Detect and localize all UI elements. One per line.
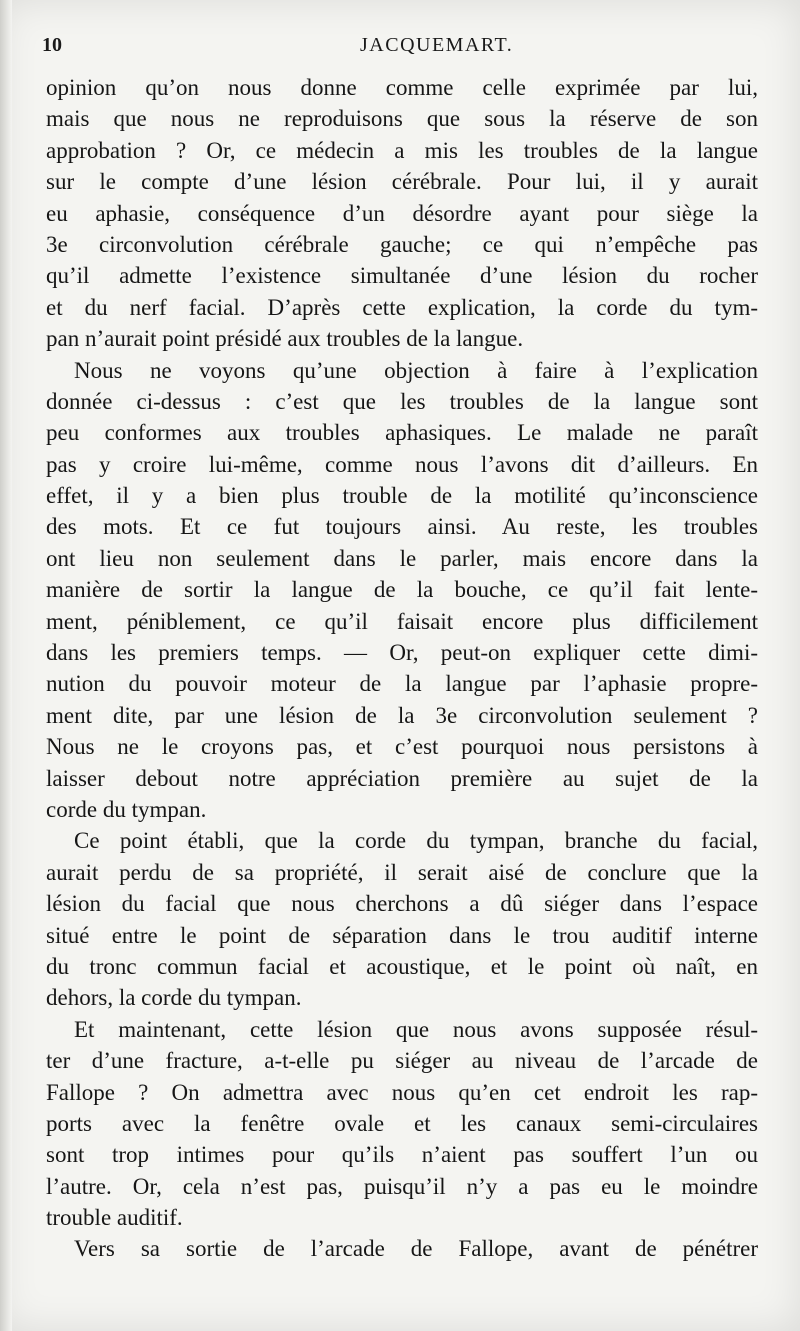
text-line: pas y croire lui-même, comme nous l’avons dit d’ailleurs. En: [46, 451, 758, 477]
text-line: corde du tympan.: [46, 796, 207, 822]
text-line: donnée ci-dessus : c’est que les troubles de la langue sont: [46, 388, 758, 414]
body-text: [46, 72, 758, 1265]
text-line: Ce point établi, que la corde du tympan, branche du facial,: [74, 828, 758, 854]
text-line: dans les premiers temps. — Or, peut-on expliquer cette dimi-: [46, 640, 758, 666]
text-line: situé entre le point de séparation dans le trou auditif interne: [46, 922, 758, 948]
text-line: dehors, la corde du tympan.: [46, 985, 302, 1011]
text-line: manière de sortir la langue de la bouche, ce qu’il fait lente-: [46, 577, 758, 603]
text-line: Et maintenant, cette lésion que nous avons supposée résul-: [74, 1016, 758, 1042]
text-line: des mots. Et ce fut toujours ainsi. Au reste, les troubles: [46, 514, 758, 540]
text-line: qu’il admette l’existence simultanée d’une lésion du rocher: [46, 263, 758, 289]
text-line: ment, péniblement, ce qu’il faisait encore plus difficilement: [46, 608, 758, 634]
text-line: ter d’une fracture, a-t-elle pu siéger au niveau de l’arcade de: [46, 1048, 758, 1074]
text-line: peu conformes aux troubles aphasiques. Le malade ne paraît: [46, 420, 758, 446]
page-number: 10: [42, 34, 62, 56]
text-line: Vers sa sortie de l’arcade de Fallope, avant de pénétrer: [74, 1236, 758, 1262]
text-line: Nous ne le croyons pas, et c’est pourquoi nous persistons à: [46, 734, 758, 760]
text-line: ment dite, par une lésion de la 3e circonvolution seulement ?: [46, 702, 758, 728]
text-line: l’autre. Or, cela n’est pas, puisqu’il n’y a pas eu le moindre: [46, 1173, 758, 1199]
text-line: du tronc commun facial et acoustique, et le point où naît, en: [46, 953, 758, 979]
text-line: eu aphasie, conséquence d’un désordre ayant pour siège la: [46, 200, 758, 226]
text-line: Nous ne voyons qu’une objection à faire à l’explication: [74, 357, 758, 383]
text-line: mais que nous ne reproduisons que sous la réserve de son: [46, 106, 758, 132]
text-line: effet, il y a bien plus trouble de la motilité qu’inconscience: [46, 483, 758, 509]
running-head: JACQUEMART.: [360, 34, 514, 56]
text-line: pan n’aurait point présidé aux troubles de la langue.: [46, 326, 524, 352]
text-line: ont lieu non seulement dans le parler, mais encore dans la: [46, 545, 758, 571]
text-line: approbation ? Or, ce médecin a mis les troubles de la langue: [46, 137, 758, 163]
text-line: 3e circonvolution cérébrale gauche; ce qui n’empêche pas: [46, 231, 758, 257]
text-line: Fallope ? On admettra avec nous qu’en cet endroit les rap-: [46, 1079, 758, 1105]
text-line: ports avec la fenêtre ovale et les canaux semi-circulaires: [46, 1110, 758, 1136]
text-line: trouble auditif.: [46, 1205, 183, 1231]
text-line: laisser debout notre appréciation première au sujet de la: [46, 765, 758, 791]
text-line: lésion du facial que nous cherchons a dû siéger dans l’espace: [46, 891, 758, 917]
text-line: aurait perdu de sa propriété, il serait aisé de conclure que la: [46, 859, 758, 885]
text-line: et du nerf facial. D’après cette explication, la corde du tym-: [46, 294, 758, 320]
page-header: [42, 34, 758, 66]
text-line: sont trop intimes pour qu’ils n’aient pas souffert l’un ou: [46, 1142, 758, 1168]
page-edge-shadow: [0, 0, 12, 1331]
text-line: sur le compte d’une lésion cérébrale. Pour lui, il y aurait: [46, 169, 758, 195]
text-line: nution du pouvoir moteur de la langue par l’aphasie propre-: [46, 671, 758, 697]
text-line: opinion qu’on nous donne comme celle exprimée par lui,: [46, 75, 758, 100]
